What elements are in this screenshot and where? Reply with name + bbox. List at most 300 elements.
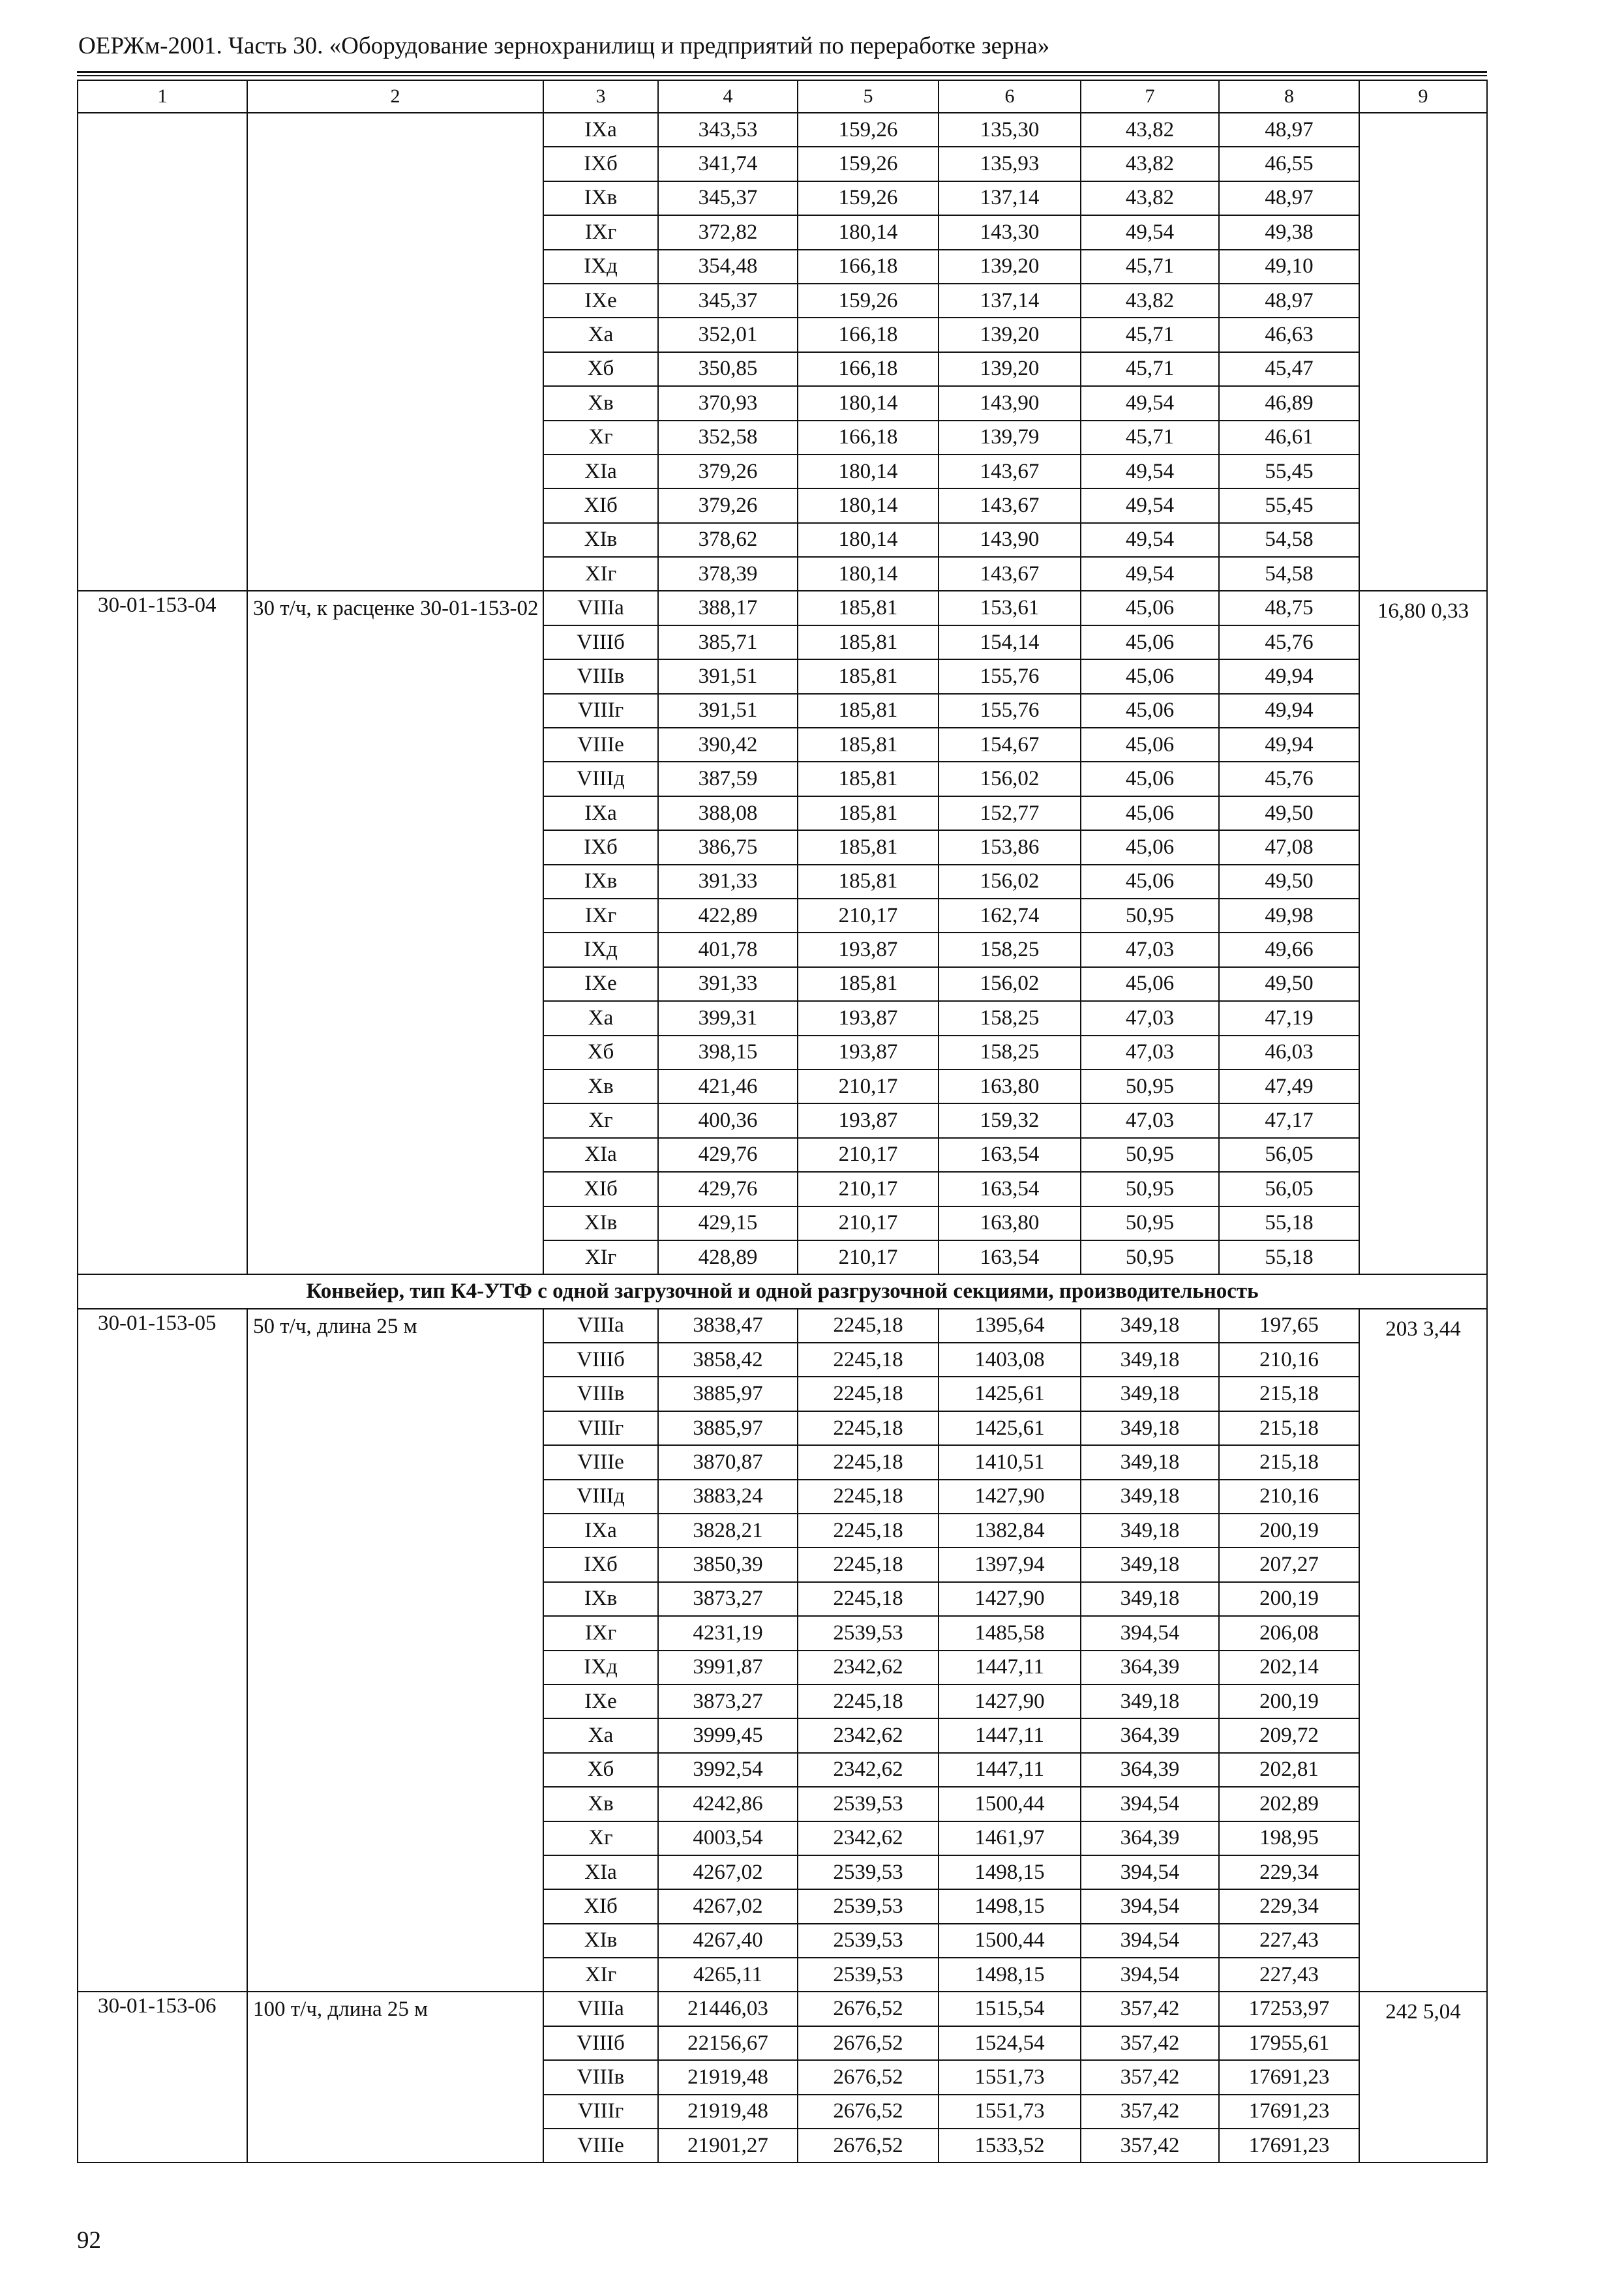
value-cell: 139,20 [939,318,1081,352]
zone-cell: VIIIг [543,1411,658,1445]
value-cell: 185,81 [798,865,939,899]
value-cell: 2539,53 [798,1958,939,1992]
value-cell: 166,18 [798,318,939,352]
value-cell: 17691,23 [1219,2129,1359,2162]
zone-cell: VIIIб [543,2026,658,2060]
value-cell: 21446,03 [658,1992,798,2026]
value-cell: 48,97 [1219,181,1359,215]
value-cell: 143,90 [939,386,1081,420]
column-number-cell: 2 [247,80,543,113]
table-row [78,1992,1487,2026]
value-cell: 2342,62 [798,1821,939,1855]
value-cell: 45,06 [1081,830,1219,864]
zone-cell: VIIIв [543,1377,658,1411]
code-cell [78,113,247,591]
value-cell: 2676,52 [798,2095,939,2129]
value-cell: 49,98 [1219,899,1359,933]
value-cell: 3999,45 [658,1718,798,1752]
value-cell: 48,97 [1219,113,1359,147]
value-cell: 180,14 [798,455,939,488]
value-cell: 349,18 [1081,1343,1219,1377]
value-cell: 215,18 [1219,1445,1359,1479]
column-number-cell: 7 [1081,80,1219,113]
value-cell: 45,06 [1081,796,1219,830]
value-cell: 379,26 [658,488,798,522]
zone-cell: Xб [543,352,658,386]
value-cell: 1498,15 [939,1855,1081,1889]
section-heading-row [78,1274,1487,1308]
value-cell: 153,61 [939,591,1081,625]
value-cell: 185,81 [798,728,939,762]
value-cell: 3992,54 [658,1753,798,1787]
page-number: 92 [77,2227,101,2254]
value-cell: 210,17 [798,1070,939,1103]
table-body [78,80,1487,2162]
value-cell: 43,82 [1081,181,1219,215]
table-row [78,113,1487,147]
value-cell: 193,87 [798,1001,939,1035]
zone-cell: IXв [543,1582,658,1616]
value-cell: 394,54 [1081,1924,1219,1958]
value-cell: 387,59 [658,762,798,796]
value-cell: 364,39 [1081,1753,1219,1787]
value-cell: 2245,18 [798,1445,939,1479]
value-cell: 154,67 [939,728,1081,762]
value-cell: 422,89 [658,899,798,933]
value-cell: 357,42 [1081,2060,1219,2094]
value-cell: 49,50 [1219,967,1359,1001]
zone-cell: Xв [543,1070,658,1103]
value-cell: 399,31 [658,1001,798,1035]
value-cell: 394,54 [1081,1889,1219,1923]
value-cell: 215,18 [1219,1411,1359,1445]
value-cell: 45,71 [1081,352,1219,386]
value-cell: 398,15 [658,1036,798,1070]
value-cell: 143,30 [939,215,1081,249]
value-cell: 55,45 [1219,455,1359,488]
value-cell: 2245,18 [798,1377,939,1411]
value-cell: 210,17 [798,1240,939,1274]
value-cell: 139,20 [939,250,1081,284]
value-cell: 394,54 [1081,1958,1219,1992]
value-cell: 185,81 [798,659,939,693]
value-cell: 2245,18 [798,1548,939,1581]
value-cell: 391,51 [658,694,798,728]
value-cell: 156,02 [939,762,1081,796]
value-cell: 349,18 [1081,1480,1219,1514]
zone-cell: VIIIб [543,1343,658,1377]
value-cell: 207,27 [1219,1548,1359,1581]
value-cell: 349,18 [1081,1684,1219,1718]
value-cell: 49,54 [1081,386,1219,420]
value-cell: 3991,87 [658,1651,798,1684]
value-cell: 349,18 [1081,1309,1219,1343]
value-cell: 49,10 [1219,250,1359,284]
value-cell: 2245,18 [798,1480,939,1514]
description-cell: 100 т/ч, длина 25 м [247,1992,543,2162]
value-cell: 2676,52 [798,2060,939,2094]
value-cell: 163,80 [939,1206,1081,1240]
zone-cell: IXа [543,1514,658,1548]
value-cell: 50,95 [1081,899,1219,933]
value-cell: 1500,44 [939,1924,1081,1958]
value-cell: 3828,21 [658,1514,798,1548]
value-cell: 54,58 [1219,523,1359,557]
value-cell: 200,19 [1219,1684,1359,1718]
value-cell: 421,46 [658,1070,798,1103]
value-cell: 1515,54 [939,1992,1081,2026]
value-cell: 21901,27 [658,2129,798,2162]
zone-cell: VIIIд [543,1480,658,1514]
column-number-cell: 9 [1359,80,1487,113]
value-cell: 202,89 [1219,1787,1359,1821]
value-cell: 215,18 [1219,1377,1359,1411]
value-cell: 343,53 [658,113,798,147]
value-cell: 2342,62 [798,1718,939,1752]
value-cell: 49,50 [1219,796,1359,830]
value-cell: 163,54 [939,1172,1081,1206]
value-cell: 180,14 [798,215,939,249]
value-cell: 49,94 [1219,728,1359,762]
value-cell: 45,06 [1081,694,1219,728]
value-cell: 349,18 [1081,1377,1219,1411]
value-cell: 202,81 [1219,1753,1359,1787]
value-cell: 2245,18 [798,1309,939,1343]
value-cell: 22156,67 [658,2026,798,2060]
value-cell: 210,17 [798,1206,939,1240]
header-rule [77,75,1487,76]
value-cell: 4267,40 [658,1924,798,1958]
column-number-cell: 6 [939,80,1081,113]
value-cell: 357,42 [1081,1992,1219,2026]
value-cell: 49,54 [1081,455,1219,488]
value-cell: 357,42 [1081,2095,1219,2129]
value-cell: 1461,97 [939,1821,1081,1855]
value-cell: 227,43 [1219,1924,1359,1958]
zone-cell: IXв [543,865,658,899]
value-cell: 45,06 [1081,967,1219,1001]
value-cell: 17253,97 [1219,1992,1359,2026]
value-cell: 135,30 [939,113,1081,147]
description-cell [247,113,543,591]
value-cell: 345,37 [658,181,798,215]
value-cell: 1425,61 [939,1411,1081,1445]
value-cell: 45,76 [1219,625,1359,659]
value-cell: 352,58 [658,421,798,455]
value-cell: 3885,97 [658,1377,798,1411]
zone-cell: IXб [543,1548,658,1581]
zone-cell: XIб [543,488,658,522]
value-cell: 394,54 [1081,1855,1219,1889]
value-cell: 3883,24 [658,1480,798,1514]
value-cell: 2539,53 [798,1889,939,1923]
value-cell: 143,67 [939,488,1081,522]
value-cell: 200,19 [1219,1582,1359,1616]
value-cell: 227,43 [1219,1958,1359,1992]
zone-cell: XIг [543,1958,658,1992]
value-cell: 48,97 [1219,284,1359,318]
column-number-cell: 5 [798,80,939,113]
value-cell: 1403,08 [939,1343,1081,1377]
value-cell: 158,25 [939,933,1081,966]
zone-cell: Xа [543,318,658,352]
value-cell: 49,38 [1219,215,1359,249]
value-cell: 159,26 [798,284,939,318]
value-cell: 143,90 [939,523,1081,557]
value-cell: 162,74 [939,899,1081,933]
value-cell: 1498,15 [939,1889,1081,1923]
value-cell: 2539,53 [798,1855,939,1889]
value-cell: 43,82 [1081,147,1219,181]
value-cell: 45,71 [1081,318,1219,352]
value-cell: 4267,02 [658,1889,798,1923]
zone-cell: Xв [543,1787,658,1821]
zone-cell: XIб [543,1172,658,1206]
value-cell: 1427,90 [939,1684,1081,1718]
value-cell: 391,33 [658,865,798,899]
code-cell: 30-01-153-06 [78,1992,247,2162]
value-cell: 1427,90 [939,1582,1081,1616]
value-cell: 1427,90 [939,1480,1081,1514]
section-heading: Конвейер, тип К4-УТФ с одной загрузочной и одной разгрузочной секциями, производительность [78,1274,1487,1308]
value-cell: 49,66 [1219,933,1359,966]
value-cell: 156,02 [939,967,1081,1001]
value-cell: 143,67 [939,455,1081,488]
value-cell: 364,39 [1081,1718,1219,1752]
value-cell: 137,14 [939,284,1081,318]
value-cell: 1397,94 [939,1548,1081,1581]
value-cell: 158,25 [939,1001,1081,1035]
zone-cell: XIв [543,1206,658,1240]
zone-cell: IXа [543,796,658,830]
value-cell: 388,17 [658,591,798,625]
description-cell: 30 т/ч, к расценке 30-01-153-02 [247,591,543,1274]
value-cell: 49,50 [1219,865,1359,899]
zone-cell: XIг [543,1240,658,1274]
value-cell: 2539,53 [798,1787,939,1821]
value-cell: 2342,62 [798,1753,939,1787]
value-cell: 185,81 [798,762,939,796]
value-cell: 1498,15 [939,1958,1081,1992]
column-number-row [78,80,1487,113]
zone-cell: Xа [543,1001,658,1035]
value-cell: 185,81 [798,796,939,830]
value-cell: 3838,47 [658,1309,798,1343]
zone-cell: IXд [543,250,658,284]
value-cell: 378,39 [658,557,798,591]
value-cell: 166,18 [798,250,939,284]
value-cell: 357,42 [1081,2026,1219,2060]
value-cell: 3850,39 [658,1548,798,1581]
value-cell: 206,08 [1219,1616,1359,1650]
value-cell: 193,87 [798,1103,939,1137]
value-cell: 391,33 [658,967,798,1001]
value-cell: 3870,87 [658,1445,798,1479]
value-cell: 56,05 [1219,1138,1359,1172]
value-cell: 391,51 [658,659,798,693]
value-cell: 55,18 [1219,1206,1359,1240]
value-cell: 210,17 [798,1138,939,1172]
value-cell: 370,93 [658,386,798,420]
value-cell: 48,75 [1219,591,1359,625]
value-cell: 47,17 [1219,1103,1359,1137]
value-cell: 153,86 [939,830,1081,864]
column-number-cell: 1 [78,80,247,113]
value-cell: 47,49 [1219,1070,1359,1103]
value-cell: 1382,84 [939,1514,1081,1548]
zone-cell: Xб [543,1753,658,1787]
value-cell: 47,03 [1081,1036,1219,1070]
value-cell: 229,34 [1219,1889,1359,1923]
value-cell: 3885,97 [658,1411,798,1445]
value-cell: 50,95 [1081,1206,1219,1240]
value-cell: 49,54 [1081,215,1219,249]
zone-cell: XIв [543,523,658,557]
value-cell: 2539,53 [798,1924,939,1958]
value-cell: 193,87 [798,1036,939,1070]
value-cell: 4003,54 [658,1821,798,1855]
value-cell: 429,76 [658,1138,798,1172]
value-cell: 166,18 [798,352,939,386]
document-header: ОЕРЖм-2001. Часть 30. «Оборудование зернохранилищ и предприятий по переработке зерна» [78,33,1050,59]
note-cell: 16,80 0,33 [1359,591,1487,1274]
value-cell: 1500,44 [939,1787,1081,1821]
value-cell: 350,85 [658,352,798,386]
zone-cell: VIIIа [543,1309,658,1343]
value-cell: 400,36 [658,1103,798,1137]
zone-cell: Xа [543,1718,658,1752]
value-cell: 139,79 [939,421,1081,455]
value-cell: 2676,52 [798,1992,939,2026]
value-cell: 197,65 [1219,1309,1359,1343]
value-cell: 155,76 [939,659,1081,693]
value-cell: 1447,11 [939,1718,1081,1752]
value-cell: 229,34 [1219,1855,1359,1889]
value-cell: 45,06 [1081,865,1219,899]
value-cell: 159,26 [798,181,939,215]
value-cell: 55,18 [1219,1240,1359,1274]
column-number-cell: 3 [543,80,658,113]
value-cell: 49,54 [1081,557,1219,591]
value-cell: 2676,52 [798,2129,939,2162]
header-rule [77,71,1487,73]
value-cell: 394,54 [1081,1616,1219,1650]
zone-cell: VIIIг [543,2095,658,2129]
note-cell: 242 5,04 [1359,1992,1487,2162]
value-cell: 200,19 [1219,1514,1359,1548]
value-cell: 17955,61 [1219,2026,1359,2060]
zone-cell: IXв [543,181,658,215]
value-cell: 1447,11 [939,1651,1081,1684]
value-cell: 352,01 [658,318,798,352]
value-cell: 163,54 [939,1138,1081,1172]
zone-cell: IXб [543,830,658,864]
value-cell: 349,18 [1081,1411,1219,1445]
value-cell: 3858,42 [658,1343,798,1377]
value-cell: 2245,18 [798,1411,939,1445]
value-cell: 50,95 [1081,1070,1219,1103]
zone-cell: Xб [543,1036,658,1070]
value-cell: 1533,52 [939,2129,1081,2162]
zone-cell: VIIIв [543,659,658,693]
value-cell: 210,16 [1219,1343,1359,1377]
value-cell: 401,78 [658,933,798,966]
zone-cell: XIв [543,1924,658,1958]
value-cell: 379,26 [658,455,798,488]
column-number-cell: 8 [1219,80,1359,113]
value-cell: 185,81 [798,591,939,625]
value-cell: 50,95 [1081,1172,1219,1206]
value-cell: 185,81 [798,625,939,659]
zone-cell: VIIIа [543,591,658,625]
value-cell: 2245,18 [798,1514,939,1548]
value-cell: 1524,54 [939,2026,1081,2060]
value-cell: 47,03 [1081,1103,1219,1137]
value-cell: 46,03 [1219,1036,1359,1070]
value-cell: 1551,73 [939,2095,1081,2129]
value-cell: 1551,73 [939,2060,1081,2094]
value-cell: 429,15 [658,1206,798,1240]
zone-cell: VIIIг [543,694,658,728]
value-cell: 4265,11 [658,1958,798,1992]
value-cell: 4231,19 [658,1616,798,1650]
value-cell: 210,17 [798,899,939,933]
zone-cell: IXа [543,113,658,147]
value-cell: 180,14 [798,488,939,522]
value-cell: 193,87 [798,933,939,966]
zone-cell: IXг [543,899,658,933]
zone-cell: Xв [543,386,658,420]
value-cell: 2539,53 [798,1616,939,1650]
value-cell: 386,75 [658,830,798,864]
value-cell: 45,47 [1219,352,1359,386]
value-cell: 46,63 [1219,318,1359,352]
value-cell: 202,14 [1219,1651,1359,1684]
value-cell: 166,18 [798,421,939,455]
value-cell: 180,14 [798,557,939,591]
value-cell: 385,71 [658,625,798,659]
value-cell: 49,54 [1081,488,1219,522]
value-cell: 45,06 [1081,762,1219,796]
value-cell: 154,14 [939,625,1081,659]
value-cell: 388,08 [658,796,798,830]
code-cell: 30-01-153-04 [78,591,247,1274]
value-cell: 1410,51 [939,1445,1081,1479]
value-cell: 394,54 [1081,1787,1219,1821]
value-cell: 3873,27 [658,1582,798,1616]
zone-cell: Xг [543,1821,658,1855]
value-cell: 21919,48 [658,2095,798,2129]
value-cell: 139,20 [939,352,1081,386]
value-cell: 159,26 [798,113,939,147]
value-cell: 43,82 [1081,284,1219,318]
value-cell: 429,76 [658,1172,798,1206]
value-cell: 158,25 [939,1036,1081,1070]
value-cell: 349,18 [1081,1514,1219,1548]
value-cell: 45,06 [1081,625,1219,659]
value-cell: 4242,86 [658,1787,798,1821]
value-cell: 46,89 [1219,386,1359,420]
value-cell: 341,74 [658,147,798,181]
value-cell: 54,58 [1219,557,1359,591]
value-cell: 349,18 [1081,1445,1219,1479]
zone-cell: VIIIд [543,762,658,796]
value-cell: 159,32 [939,1103,1081,1137]
note-cell [1359,113,1487,591]
zone-cell: VIIIе [543,1445,658,1479]
value-cell: 349,18 [1081,1548,1219,1581]
value-cell: 152,77 [939,796,1081,830]
